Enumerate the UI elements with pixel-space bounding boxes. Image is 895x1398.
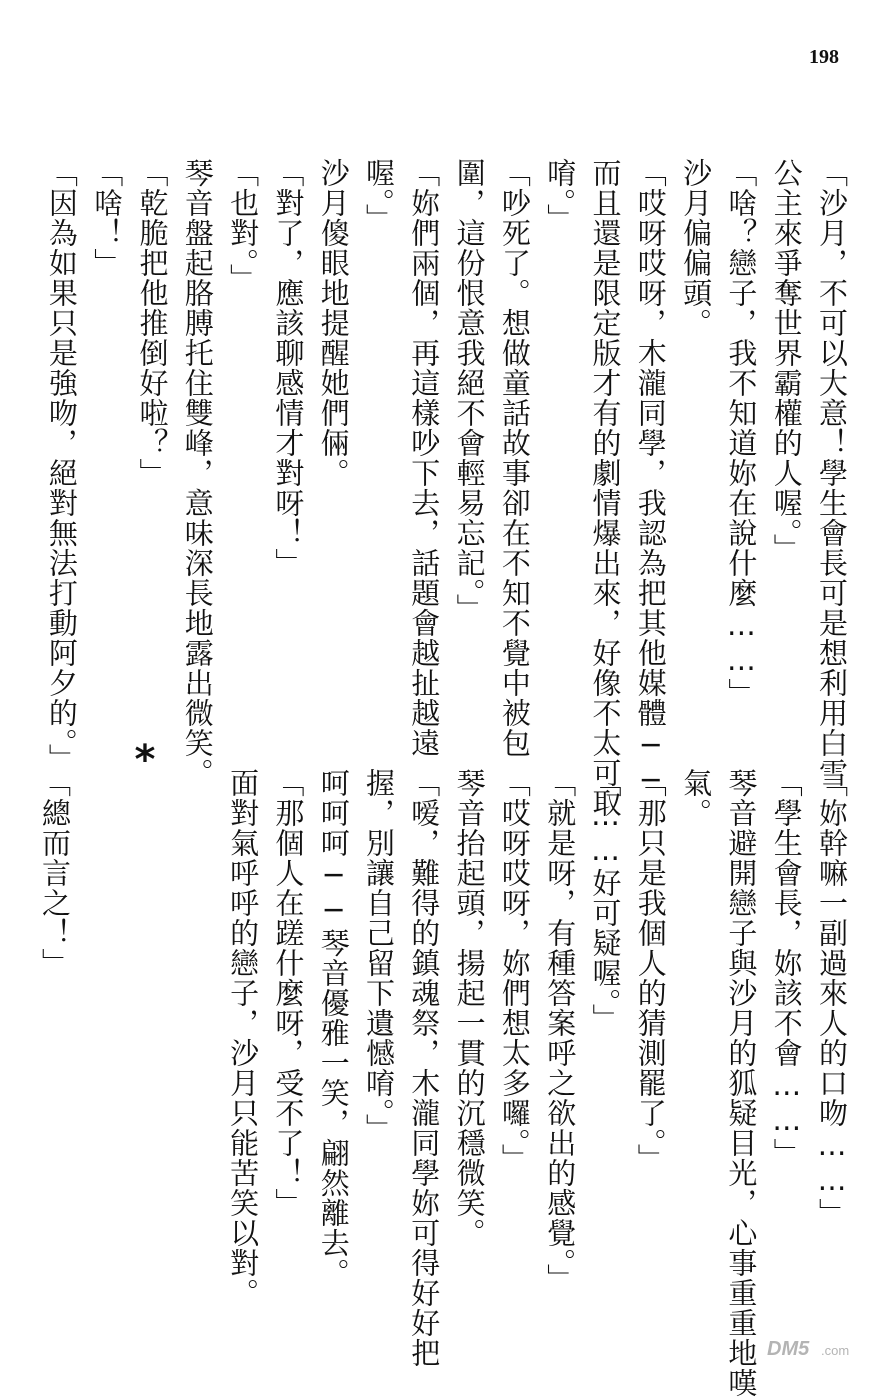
text-column-bottom-9: 琴音抬起頭，揚起一貫的沉穩微笑。 — [452, 768, 487, 1248]
text-column-top-8: 「吵死了。想做童話故事卻在不知不覺中被包 — [497, 158, 532, 758]
text-column-bottom-2: 「學生會長，妳該不會……」 — [769, 768, 804, 1168]
text-column-top-11: 喔。」 — [362, 158, 396, 234]
text-column-bottom-6: 「……好可疑喔。」 — [588, 768, 623, 1034]
text-column-bottom-5: 「那只是我個人的猜測罷了。」 — [633, 768, 668, 1174]
text-column-top-13: 「對了，應該聊感情才對呀！」 — [271, 158, 306, 578]
section-separator-asterisk: * — [134, 737, 156, 783]
text-column-bottom-11: 握，別讓自己留下遺憾唷。」 — [362, 768, 396, 1144]
text-column-bottom-1: 「妳幹嘛一副過來人的口吻……」 — [815, 768, 849, 1228]
svg-text:.com: .com — [821, 1343, 850, 1358]
text-column-top-9: 圍，這份恨意我絕不會輕易忘記。」 — [452, 158, 487, 624]
text-column-top-17: 「啥！」 — [90, 158, 125, 278]
text-column-top-3: 「啥？戀子，我不知道妳在說什麼……」 — [724, 158, 759, 708]
text-column-bottom-12: 呵呵呵──琴音優雅一笑，翩然離去。 — [316, 768, 351, 1288]
text-column-top-6: 而且還是限定版才有的劇情爆出來，好像不太可取 — [588, 158, 623, 818]
text-column-top-15: 琴音盤起胳膊托住雙峰，意味深長地露出微笑。 — [180, 158, 215, 788]
text-column-top-14: 「也對。」 — [226, 158, 261, 294]
dm5-logo-icon — [763, 1332, 883, 1362]
text-column-top-1: 「沙月，不可以大意！學生會長可是想利用白雪 — [815, 158, 849, 788]
text-column-top-10: 「妳們兩個，再這樣吵下去，話題會越扯越遠 — [407, 158, 442, 758]
svg-text:DM5: DM5 — [767, 1338, 810, 1360]
text-column-top-5: 「哎呀哎呀，木瀧同學，我認為把其他媒體── — [633, 158, 668, 798]
text-column-bottom-10: 「嗳，難得的鎮魂祭，木瀧同學妳可得好好把 — [407, 768, 442, 1368]
text-column-bottom-7: 「就是呀，有種答案呼之欲出的感覺。」 — [543, 768, 578, 1294]
text-column-top-12: 沙月傻眼地提醒她們倆。 — [316, 158, 351, 488]
text-column-top-4: 沙月偏偏頭。 — [679, 158, 714, 338]
text-column-bottom-3: 琴音避開戀子與沙月的狐疑目光，心事重重地嘆 — [724, 768, 759, 1398]
text-column-bottom-14: 面對氣呼呼的戀子，沙月只能苦笑以對。 — [226, 768, 261, 1308]
text-column-top-2: 公主來爭奪世界霸權的人喔。」 — [769, 158, 804, 564]
watermark-logo — [763, 1332, 883, 1362]
text-column-top-7: 唷。」 — [543, 158, 578, 234]
text-column-bottom-8: 「哎呀哎呀，妳們想太多囉。」 — [497, 768, 532, 1174]
final-text-column: 「總而言之！」 — [38, 768, 72, 978]
page-number: 198 — [809, 46, 839, 68]
text-column-top-16: 「乾脆把他推倒好啦？」 — [135, 158, 170, 488]
text-column-top-18: 「因為如果只是強吻，絕對無法打動阿夕的。」 — [44, 158, 79, 774]
text-column-bottom-4: 氣。 — [679, 768, 714, 828]
text-column-bottom-13: 「那個人在蹉什麼呀，受不了！」 — [271, 768, 306, 1218]
